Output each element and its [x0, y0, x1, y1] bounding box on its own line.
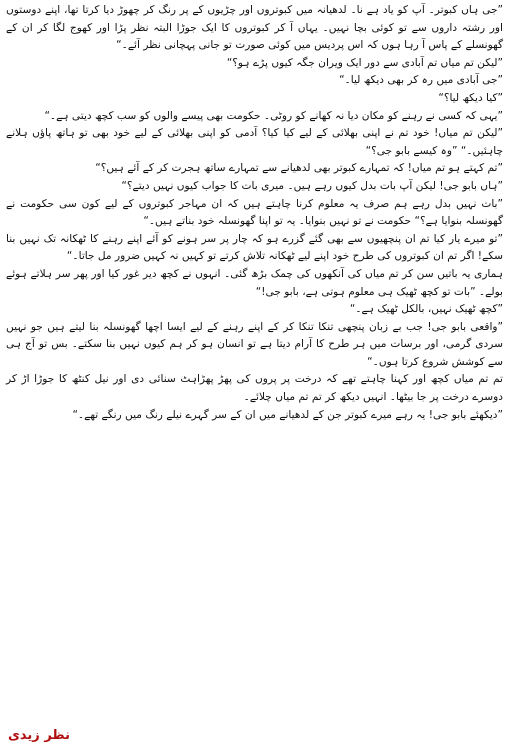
paragraph: ”کیا دیکھ لیا؟“ — [438, 91, 503, 104]
paragraph: ”واقعی بابو جی! جب بے زبان پنچھی تنکا تنکا کر کے اپنے رہنے کے لیے ایسا اچھا گھونسلہ بنا لیتے ہیں جو نہیں سردی گرمی، اور برسات میں ہر طرح کا آرام دیتا ہے تو انسان ہو کر ہم کیوں نہیں بنا سکتے۔ بس تو آج ہی سے کوشش شروع کرتا ہوں۔“ — [6, 320, 503, 368]
paragraph: ”جی آبادی میں رہ کر بھی دیکھ لیا۔“ — [339, 74, 503, 87]
paragraph: ”ہاں بابو جی! لیکن آپ بات بدل کیوں رہے ہیں۔ میری بات کا جواب کیوں نہیں دیتے؟“ — [121, 179, 503, 192]
paragraph: ”لیکن تم میاں تم آبادی سے دور ایک ویران جگہ کیوں پڑے ہو؟“ — [226, 56, 503, 69]
author-signature: نظر زیدی — [8, 728, 70, 743]
paragraph: ”لیکن تم میاں! خود تم نے اپنی بھلائی کے لیے کیا کیا؟ آدمی کو اپنی بھلائی کے لیے خود بھی تو ہاتھ پاؤں ہلانے چاہئیں۔“ ”وہ کیسے بابو جی؟“ — [6, 127, 503, 157]
paragraph: ”کچھ ٹھیک نہیں، بالکل ٹھیک ہے۔“ — [349, 303, 503, 316]
story-text — [6, 2, 503, 424]
paragraph: تم تم میاں کچھ اور کہنا چاہتے تھے کہ درخت پر پروں کی پھڑ پھڑاہٹ سنائی دی اور نیل کنٹھ کا جوڑا اڑ کر دوسرے درخت پر جا بیٹھا۔ انہیں دیکھ کر تم تم میاں چلائے۔ — [6, 373, 503, 404]
paragraph: ہماری یہ باتیں سن کر تم میاں کی آنکھوں کی چمک بڑھ گئی۔ انہوں نے کچھ دیر غور کیا اور پھر سر ہلاتے ہوئے بولے۔ ”بات تو کچھ ٹھیک ہی معلوم ہوتی ہے، بابو جی!“ — [6, 267, 503, 298]
paragraph: ”بات نہیں بدل رہے ہم صرف یہ معلوم کرنا چاہتے ہیں کہ ان مہاجر کبوتروں کے لیے کون سی حکومت نے گھونسلہ بنوایا ہے؟“ حکومت نے تو نہیں بنوایا۔ یہ تو اپنا گھونسلہ خود بناتے ہیں۔“ — [6, 197, 503, 228]
paragraph: ”تو میرے یار کیا تم ان پنچھیوں سے بھی گئے گزرے ہو کہ چار پر سر ہونے کو آئے اپنے رہنے کا ٹھکانہ تک نہیں بنا سکے! اگر تم ان کبوتروں کی طرح خود اپنے لیے ٹھکانہ تلاش کرتے تو کہیں نہ کہیں ضرور مل جاتا۔“ — [6, 232, 503, 263]
paragraph: ”جی ہاں کبوتر۔ آپ کو یاد ہے نا۔ لدھیانہ میں کبوتروں اور چڑیوں کے پر رنگ کر چھوڑ دیا کرتا تھا، اپنے دوستوں اور رشتہ داروں سے تو کوئی بچا نہیں۔ یہاں آ کر کبوتروں کا ایک جوڑا البتہ نظر پڑا اور کھوج لگا کر ان کے گھونسلے کے پاس آ رہا ہوں کہ اس پردیس میں کوئی صورت تو جانی پہچانی نظر آئے۔“ — [6, 4, 503, 52]
paragraph: ”دیکھئے بابو جی! یہ رہے میرے کبوتر جن کے لدھیانے میں ان کے سر گہرے نیلے رنگ میں رنگے تھے۔“ — [72, 408, 503, 421]
paragraph: ”تم کہتے ہو تم میاں! کہ تمہارے کبوتر بھی لدھیانے سے تمہارے ساتھ ہجرت کر کے آئے ہیں؟“ — [95, 162, 503, 175]
paragraph: ”یہی کہ کسی نے رہنے کو مکان دیا نہ کھانے کو روٹی۔ حکومت بھی پیسے والوں کو سب کچھ دیتی ہے۔“ — [44, 109, 503, 122]
